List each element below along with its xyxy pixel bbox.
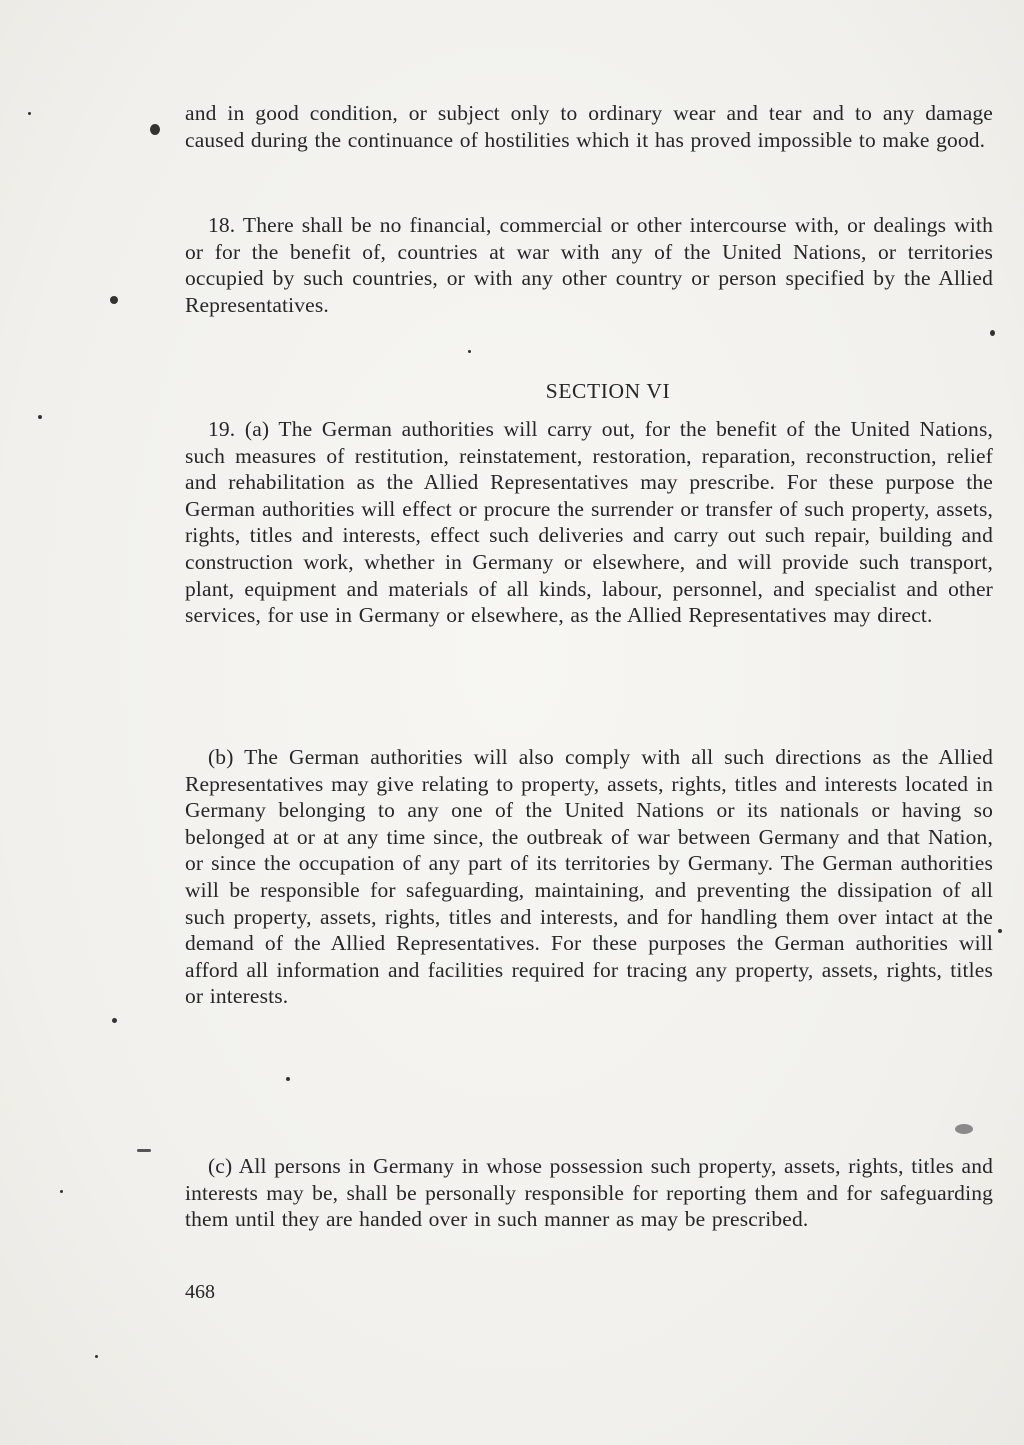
scan-speck	[468, 350, 471, 353]
scan-speck	[95, 1355, 98, 1358]
page-number: 468	[185, 1281, 215, 1303]
section-heading: SECTION VI	[545, 379, 671, 403]
scan-mark	[137, 1149, 151, 1152]
scan-speck	[990, 330, 995, 336]
scan-speck	[28, 112, 31, 115]
paragraph-19a: 19. (a) The German authorities will carry out, for the benefit of the United Nations, such measures of restitution, reinstatement, restoration, reparation, reconstruction, relief and rehabilitation as the Allied Representatives may prescribe. For these purpose the German authorities will effect or procure the surrender or transfer of such property, assets, rights, titles and interests, effect such deliveries and carry out such repair, building and construction work, whether in Germany or elsewhere, and will provide such transport, plant, equipment and materials of all kinds, labour, personnel, and specialist and other services, for use in Germany or elsewhere, as the Allied Representatives may direct.	[185, 417, 993, 628]
scan-speck	[150, 124, 160, 135]
paragraph-19c: (c) All persons in Germany in whose possession such property, assets, rights, titles and interests may be, shall be personally responsible for reporting them and for safeguarding them until they are handed over in such manner as may be prescribed.	[185, 1154, 993, 1232]
scan-speck	[286, 1077, 290, 1081]
paragraph-19b: (b) The German authorities will also comply with all such directions as the Allied Representatives may give relating to property, assets, rights, titles and interests located in Germany belonging to any one of the United Nations or its nationals or having so belonged at or at any time since, the outbreak of war between Germany and that Nation, or since the occupation of any part of its territories by Germany. The German authorities will be responsible for safeguarding, maintaining, and preventing the dissipation of all such property, assets, rights, titles and interests, and for handling them over intact at the demand of the Allied Representatives. For these purposes the German authorities will afford all information and facilities required for tracing any property, assets, rights, titles or interests.	[185, 745, 993, 1009]
paragraph-18: 18. There shall be no financial, commercial or other intercourse with, or dealings with or for the benefit of, countries at war with any of the United Nations, or territories occupied by such countries, or with any other country or person specified by the Allied Representatives.	[185, 213, 993, 317]
scan-speck	[110, 296, 118, 304]
continuation-paragraph: and in good condition, or subject only to ordinary wear and tear and to any damage caused during the continuance of hostilities which it has proved impossible to make good.	[185, 101, 993, 152]
scan-speck	[38, 415, 42, 419]
scan-speck	[60, 1190, 63, 1193]
scan-smudge	[955, 1124, 973, 1134]
scan-speck	[112, 1018, 117, 1023]
scan-speck	[998, 929, 1002, 933]
